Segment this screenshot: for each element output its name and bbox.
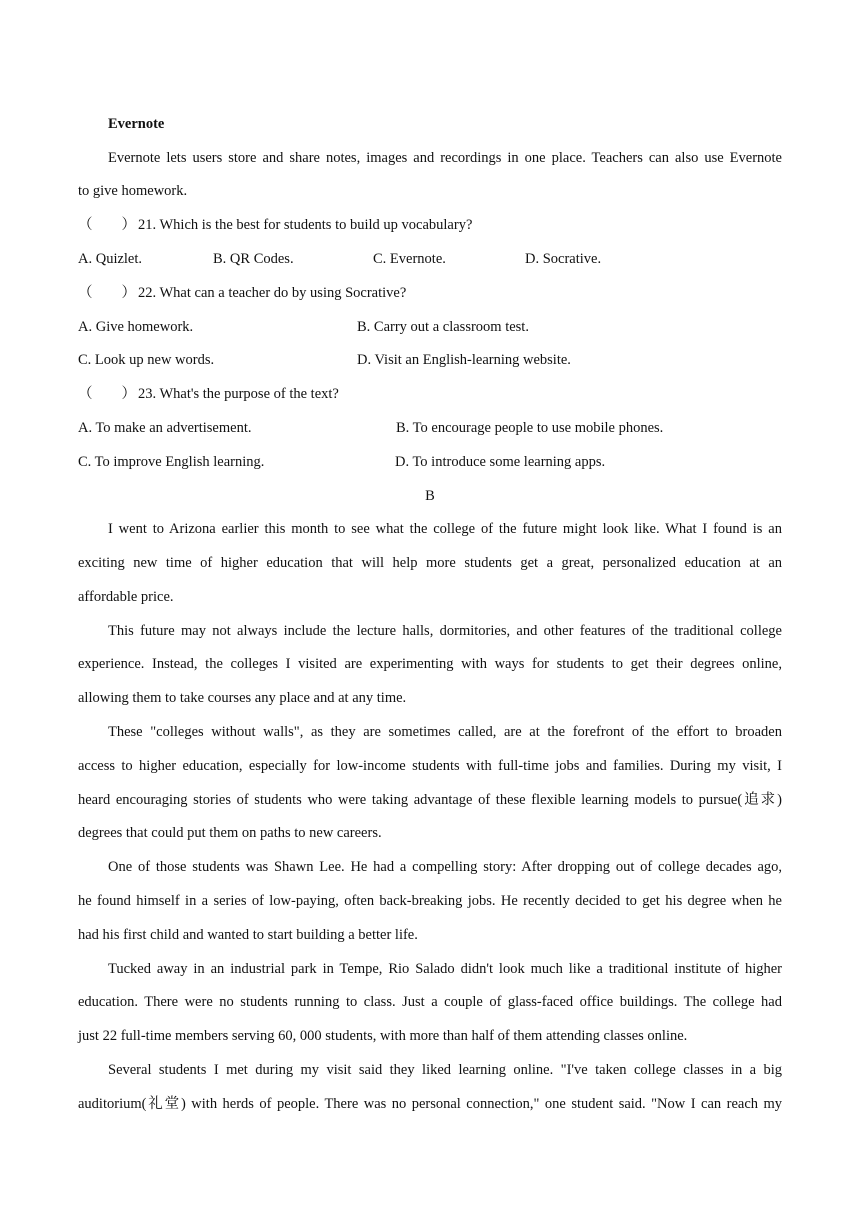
paragraph-line: Tucked away in an industrial park in Tempe, Rio Salado didn't look much like a traditional institute of higher [108,961,782,977]
paragraph-line: allowing them to take courses any place and at any time. [78,690,407,706]
paragraph-line: heard encouraging stories of students who were taking advantage of these flexible learning models to pursue(追求) [78,792,782,808]
paragraph-line: affordable price. [78,589,174,605]
question-stem: 21. Which is the best for students to build up vocabulary? [138,217,473,233]
paragraph-line: had his first child and wanted to start building a better life. [78,927,418,943]
paragraph-line: exciting new time of higher education that will help more students get a great, personalized education at an [78,555,782,571]
option-c: C. To improve English learning. [78,454,265,470]
paragraph-line: education. There were no students running to class. Just a couple of glass-faced office buildings. The college had [78,994,782,1010]
question-23-options-row1 [78,418,782,452]
paragraph-line: just 22 full-time members serving 60, 000 students, with more than half of them attending classes online. [78,1028,688,1044]
question-stem: 23. What's the purpose of the text? [138,386,339,402]
option-d: D. Visit an English-learning website. [357,352,571,368]
option-d: D. Socrative. [525,251,602,267]
question-21 [78,215,782,249]
option-a: A. Quizlet. [78,251,143,267]
paragraph-line: This future may not always include the lecture halls, dormitories, and other features of the traditional college [108,623,782,639]
question-22-options-row2 [78,350,782,384]
paragraph-line: access to higher education, especially for low-income students with full-time jobs and families. During my visit, I [78,758,782,774]
option-c: C. Look up new words. [78,352,215,368]
question-22 [78,283,782,317]
paragraph-line: auditorium(礼堂) with herds of people. There was no personal connection," one student said. "Now I can reach my [78,1096,782,1112]
answer-blank: （ ） [78,217,136,233]
paragraph-line: One of those students was Shawn Lee. He had a compelling story: After dropping out of college decades ago, [108,859,782,875]
question-23 [78,384,782,418]
option-d: D. To introduce some learning apps. [395,454,606,470]
answer-blank: （ ） [78,285,136,301]
paragraph-line: experience. Instead, the colleges I visited are experimenting with ways for students to get their degrees online, [78,656,782,672]
paragraph-line: These "colleges without walls", as they are sometimes called, are at the forefront of the effort to broaden [108,724,782,740]
option-a: A. To make an advertisement. [78,420,252,436]
question-21-options [78,249,782,283]
question-22-options-row1 [78,317,782,351]
answer-blank: （ ） [78,386,136,402]
option-b: B. QR Codes. [213,251,294,267]
option-b: B. Carry out a classroom test. [357,319,529,335]
option-c: C. Evernote. [373,251,446,267]
paragraph-line: he found himself in a series of low-paying, often back-breaking jobs. He recently decided to get his degree when he [78,893,782,909]
evernote-paragraph-line: Evernote lets users store and share notes, images and recordings in one place. Teachers can also use Evernote [108,150,782,166]
option-a: A. Give homework. [78,319,194,335]
section-b-heading: B [425,488,435,504]
paragraph-line: I went to Arizona earlier this month to see what the college of the future might look like. What I found is an [108,521,782,537]
evernote-paragraph-line: to give homework. [78,183,188,199]
paragraph-line: degrees that could put them on paths to new careers. [78,825,382,841]
question-stem: 22. What can a teacher do by using Socrative? [138,285,407,301]
paragraph-line: Several students I met during my visit said they liked learning online. "I've taken college classes in a big [108,1062,782,1078]
question-23-options-row2 [78,452,782,486]
option-b: B. To encourage people to use mobile phones. [396,420,664,436]
evernote-heading: Evernote [108,116,165,132]
